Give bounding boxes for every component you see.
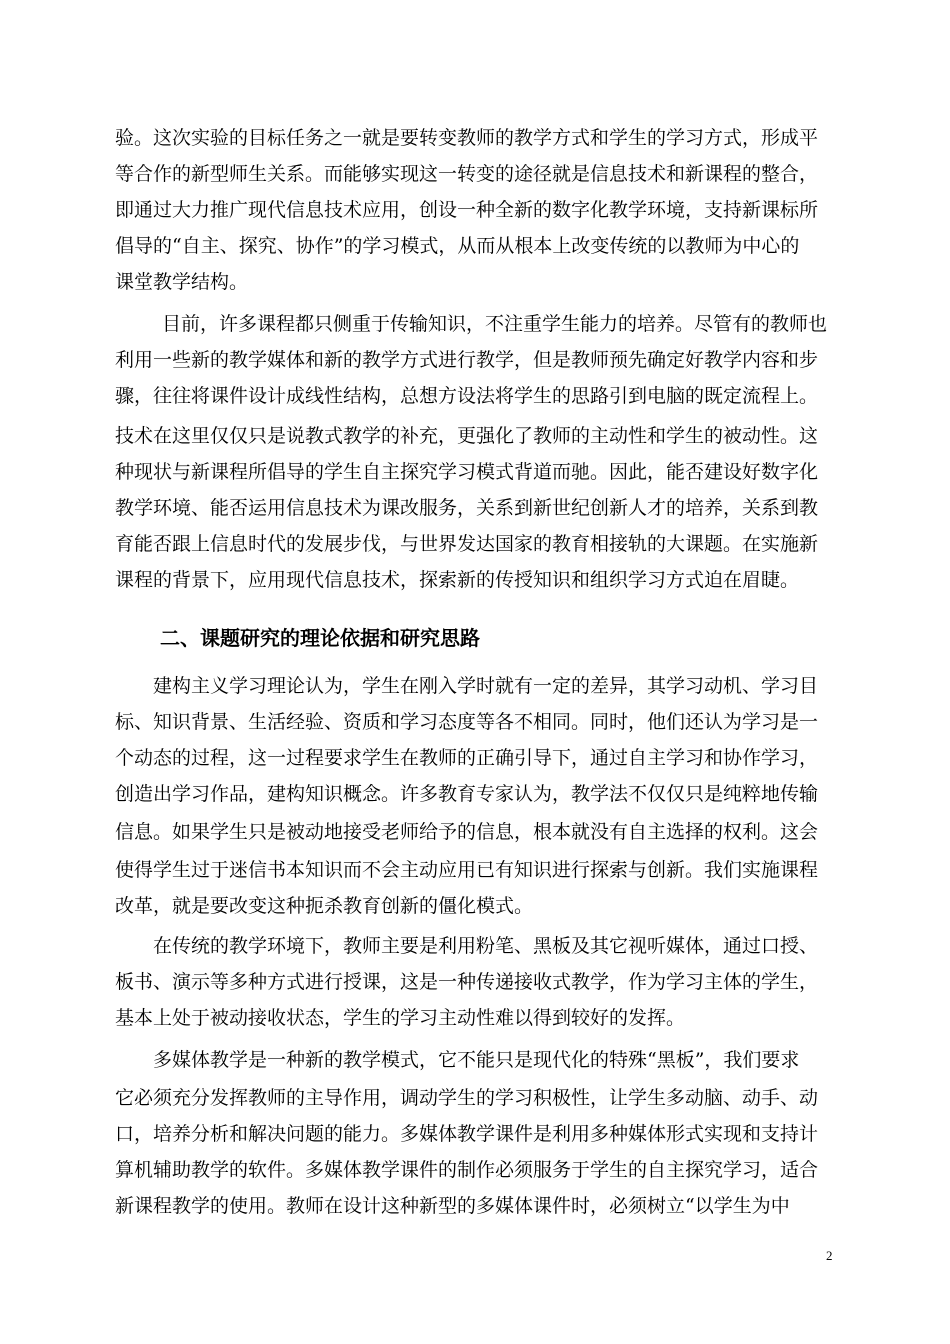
- paragraph-3-line-6: 使得学生过于迷信书本知识而不会主动应用已有知识进行探索与创新。我们实施课程: [115, 859, 819, 881]
- page-number: 2: [826, 1248, 833, 1263]
- paragraph-2-line-2: 利用一些新的教学媒体和新的教学方式进行教学，但是教师预先确定好教学内容和步: [115, 349, 819, 371]
- paragraph-4-line-2: 板书、演示等多种方式进行授课，这是一种传递接收式教学，作为学习主体的学生，: [115, 971, 819, 993]
- section-heading: 二、课题研究的理论依据和研究思路: [160, 626, 480, 650]
- paragraph-2-line-4: 技术在这里仅仅只是说教式教学的补充，更强化了教师的主动性和学生的被动性。这: [115, 425, 819, 447]
- paragraph-4-line-3: 基本上处于被动接收状态，学生的学习主动性难以得到较好的发挥。: [115, 1007, 686, 1029]
- paragraph-2-line-6: 教学环境、能否运用信息技术为课改服务，关系到新世纪创新人才的培养，关系到教: [115, 497, 819, 519]
- paragraph-1-line-3: 即通过大力推广现代信息技术应用，创设一种全新的数字化教学环境，支持新课标所: [115, 199, 819, 221]
- paragraph-3-line-2: 标、知识背景、生活经验、资质和学习态度等各不相同。同时，他们还认为学习是一: [115, 711, 819, 733]
- paragraph-3-line-4: 创造出学习作品，建构知识概念。许多教育专家认为，教学法不仅仅只是纯粹地传输: [115, 783, 819, 805]
- paragraph-3-line-3: 个动态的过程，这一过程要求学生在教师的正确引导下，通过自主学习和协作学习，: [115, 747, 819, 769]
- paragraph-1-line-2: 等合作的新型师生关系。而能够实现这一转变的途径就是信息技术和新课程的整合，: [115, 163, 819, 185]
- paragraph-1-line-1: 验。这次实验的目标任务之一就是要转变教师的教学方式和学生的学习方式，形成平: [115, 127, 819, 149]
- paragraph-2-line-7: 育能否跟上信息时代的发展步伐，与世界发达国家的教育相接轨的大课题。在实施新: [115, 533, 819, 555]
- paragraph-2-line-5: 种现状与新课程所倡导的学生自主探究学习模式背道而驰。因此，能否建设好数字化: [115, 461, 819, 483]
- paragraph-2-line-3: 骤，往往将课件设计成线性结构，总想方设法将学生的思路引到电脑的既定流程上。: [115, 385, 819, 407]
- paragraph-4-line-1: 在传统的教学环境下，教师主要是利用粉笔、黑板及其它视听媒体，通过口授、: [153, 935, 819, 957]
- paragraph-1-line-4: 倡导的“自主、探究、协作”的学习模式，从而从根本上改变传统的以教师为中心的: [115, 235, 800, 257]
- paragraph-3-line-5: 信息。如果学生只是被动地接受老师给予的信息，根本就没有自主选择的权利。这会: [115, 821, 819, 843]
- paragraph-5-line-4: 算机辅助教学的软件。多媒体教学课件的制作必须服务于学生的自主探究学习，适合: [115, 1159, 819, 1181]
- paragraph-5-line-3: 口，培养分析和解决问题的能力。多媒体教学课件是利用多种媒体形式实现和支持计: [115, 1123, 819, 1145]
- paragraph-5-line-2: 它必须充分发挥教师的主导作用，调动学生的学习积极性，让学生多动脑、动手、动: [115, 1087, 819, 1109]
- paragraph-5-line-5: 新课程教学的使用。教师在设计这种新型的多媒体课件时，必须树立“以学生为中: [115, 1195, 790, 1217]
- paragraph-2-line-1: 目前，许多课程都只侧重于传输知识，不注重学生能力的培养。尽管有的教师也: [162, 313, 828, 335]
- paragraph-3-line-7: 改革，就是要改变这种扼杀教育创新的僵化模式。: [115, 895, 534, 917]
- paragraph-5-line-1: 多媒体教学是一种新的教学模式，它不能只是现代化的特殊“黑板”，我们要求: [153, 1049, 800, 1071]
- paragraph-3-line-1: 建构主义学习理论认为，学生在刚入学时就有一定的差异，其学习动机、学习目: [153, 675, 819, 697]
- paragraph-1-line-5: 课堂教学结构。: [115, 271, 249, 293]
- paragraph-2-line-8: 课程的背景下，应用现代信息技术，探索新的传授知识和组织学习方式迫在眉睫。: [115, 569, 800, 591]
